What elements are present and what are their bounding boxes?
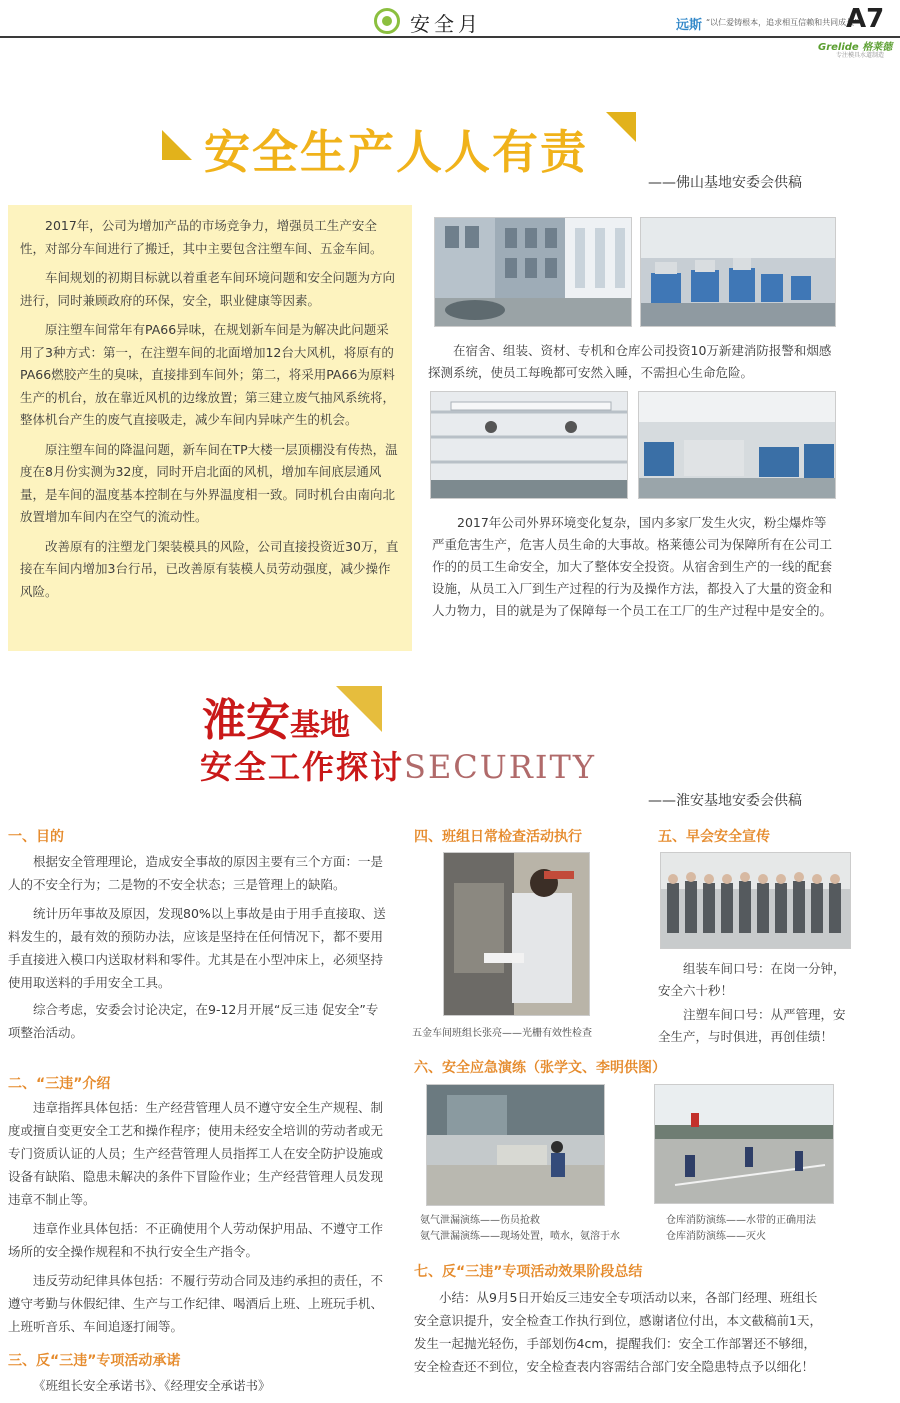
ammonia-drill-photo (426, 1084, 605, 1206)
section-5-body (658, 958, 856, 1048)
section-2-heading: 二、“三违”介绍 (8, 1076, 111, 1092)
page-number: A7 (846, 4, 885, 34)
section-1-heading: 一、目的 (8, 829, 64, 845)
ammonia-drill-caption: 氨气泄漏演练——现场处置，喷水，氨溶于水 (420, 1231, 620, 1242)
section-7-paragraph: 小结：从9月5日开始反三违安全专项活动以来，各部门经理、班组长安全意识提升，安全检查工作执行到位，感谢诸位付出，本文截稿前1天，发生一起抛光轻伤，手部划伤4cm，提醒我们：安全工作部署还不够细，安全检查还不到位，安全检查表内容需结合部门安全隐患特点予以细化！ (414, 1290, 822, 1374)
section-6-heading: 六、安全应急演练（张学文、李明供图） (414, 1060, 666, 1076)
title-corner-left-icon (162, 130, 192, 160)
article2-byline: ——淮安基地安委会供稿 (648, 793, 802, 809)
ammonia-drill-captions (420, 1213, 640, 1245)
section-4-heading: 四、班组日常检查活动执行 (414, 829, 582, 845)
section-emblem-icon (374, 8, 400, 34)
article2-subtitle (200, 742, 596, 788)
section-3-paragraph: 《班组长安全承诺书》、《经理安全承诺书》 (33, 1378, 271, 1393)
section-title: 安全月 (410, 12, 482, 36)
section-3-body (8, 1374, 386, 1397)
article1-title: 安全生产人人有责 (204, 125, 588, 179)
brand-slogan: “以仁爱铸根本，追求相互信赖和共同成长” (706, 18, 859, 27)
section-1-paragraph: 根据安全管理理论，造成安全事故的原因主要有三个方面：一是人的不安全行为；二是物的不安全状态；三是管理上的缺陷。 (8, 854, 384, 892)
title-corner-right-icon (606, 112, 636, 142)
safety-investment-paragraph: 2017年公司外界环境变化复杂，国内多家厂发生火灾，粉尘爆炸等严重危害生产，危害人员生命的大事故。格莱德公司为保障所有在公司工作的的员工生命安全，加大了整体安全投资。从宿舍到生产的一线的配套设施，从员工入厂到生产过程的行为及操作方法，都投入了大量的资金和人力物力，目的就是为了保障每一个员工在工厂的生产过程中是安全的。 (432, 515, 833, 618)
fire-drill-caption: 仓库消防演练——水带的正确用法 (666, 1215, 816, 1226)
fire-drill-photo (654, 1084, 834, 1204)
inspection-caption: 五金车间班组长张亮——光栅有效性检查 (412, 1028, 592, 1039)
section-3-heading: 三、反“三违”专项活动承诺 (8, 1353, 181, 1369)
section-2-paragraph: 违章作业具体包括：不正确使用个人劳动保护用品、不遵守工作场所的安全操作规程和不执行安全生产指令。 (8, 1221, 384, 1259)
fire-drill-captions (666, 1213, 886, 1245)
section-1-body (8, 850, 386, 1044)
company-logo-subtitle: 专注模具水道制造 (836, 52, 885, 59)
section-5-heading: 五、早会安全宣传 (658, 829, 770, 845)
ceiling-vent-photo (430, 391, 628, 499)
ammonia-drill-caption: 氨气泄漏演练——伤员抢救 (420, 1215, 540, 1226)
article2-title (202, 684, 350, 748)
morning-meeting-photo (660, 852, 851, 949)
article1-paragraph: 2017年，公司为增加产品的市场竞争力，增强员工生产安全性，对部分车间进行了搬迁，其中主要包含注塑车间、五金车间。 (20, 218, 383, 256)
injection-slogan: 注塑车间口号：从严管理，安全生产，与时俱进，再创佳绩！ (658, 1007, 846, 1044)
fire-drill-caption: 仓库消防演练——灭火 (666, 1231, 766, 1242)
section-7-body (414, 1286, 826, 1378)
article1-paragraph: 原注塑车间的降温问题，新车间在TP大楼一层顶棚没有传热，温度在8月份实测为32度，同时开启北面的风机，增加车间底层通风量，是车间的温度基本控制在与外界温度相一致。同时机台由南向北放置增加车间内在空气的流动性。 (20, 441, 398, 524)
article2-title-main: 淮安 (202, 695, 290, 746)
section-2-paragraph: 违章指挥具体包括：生产经营管理人员不遵守安全生产规程、制度或擅自变更安全工艺和操作程序；使用未经安全培训的劳动者或无专门资质认证的人员；生产经营管理人员指挥工人在安全防护设施或设备有缺陷、隐患未解决的条件下冒险作业；生产经营管理人员发现违章不制止等。 (8, 1100, 384, 1207)
article1-paragraph: 原注塑车间常年有PA66异味，在规划新车间是为解决此问题采用了3种方式：第一，在注塑车间的北面增加12台大风机，将原有的PA66燃胶产生的臭味，直接排到车间外；第二，将采用PA66为原料生产的机台，放在靠近风机的边缘放置；第三建立废气抽风系统将，整体机台产生的废气直接吸走，减少车间内异味产生的机会。 (20, 322, 396, 427)
section-1-paragraph: 综合考虑，安委会讨论决定，在9-12月开展“反三违 促安全”专项整治活动。 (8, 1002, 379, 1040)
assembly-slogan: 组装车间口号：在岗一分钟，安全六十秒！ (658, 961, 846, 998)
factory-exterior-photo (434, 217, 632, 327)
section-2-paragraph: 违反劳动纪律具体包括：不履行劳动合同及违约承担的责任，不遵守考勤与休假纪律、生产与工作纪律、喝酒后上班、上班玩手机、上班听音乐、车间追逐打闹等。 (8, 1273, 384, 1334)
article1-paragraph: 车间规划的初期目标就以着重老车间环境问题和安全问题为方向进行，同时兼顾政府的环保，安全，职业健康等因素。 (20, 270, 396, 308)
section-1-paragraph: 统计历年事故及原因，发现80%以上事故是由于用手直接取、送料发生的，最有效的预防办法，应该是坚持在任何情况下，都不要用手直接进入模口内送取材料和零件。尤其是在小型冲床上，必须坚持使用取送料的手用安全工具。 (8, 906, 386, 990)
workshop-interior-photo (640, 217, 836, 327)
article2-title-small: 基地 (290, 708, 350, 743)
inspection-photo (443, 852, 590, 1016)
article1-byline: ——佛山基地安委会供稿 (648, 175, 802, 191)
fire-alarm-caption: 在宿舍、组装、资材、专机和仓库公司投资10万新建消防报警和烟感探测系统，使员工每晚都可安然入睡，不需担心生命危险。 (428, 343, 832, 380)
brand-name: 远斯 (676, 18, 703, 33)
section-2-body (8, 1096, 386, 1338)
article2-subtitle-en: SECURITY (404, 748, 596, 786)
company-logo: Grelide 格莱德 (818, 42, 893, 53)
section-7-heading: 七、反“三违”专项活动效果阶段总结 (414, 1264, 643, 1280)
article1-paragraph: 改善原有的注塑龙门架装模具的风险，公司直接投资近30万，直接在车间内增加3台行吊，已改善原有装模人员劳动强度，减少操作风险。 (20, 538, 399, 599)
article1-body (8, 205, 412, 651)
header-divider (0, 36, 900, 38)
workshop-floor-photo (638, 391, 836, 499)
article2-subtitle-cn: 安全工作探讨 (200, 748, 405, 786)
